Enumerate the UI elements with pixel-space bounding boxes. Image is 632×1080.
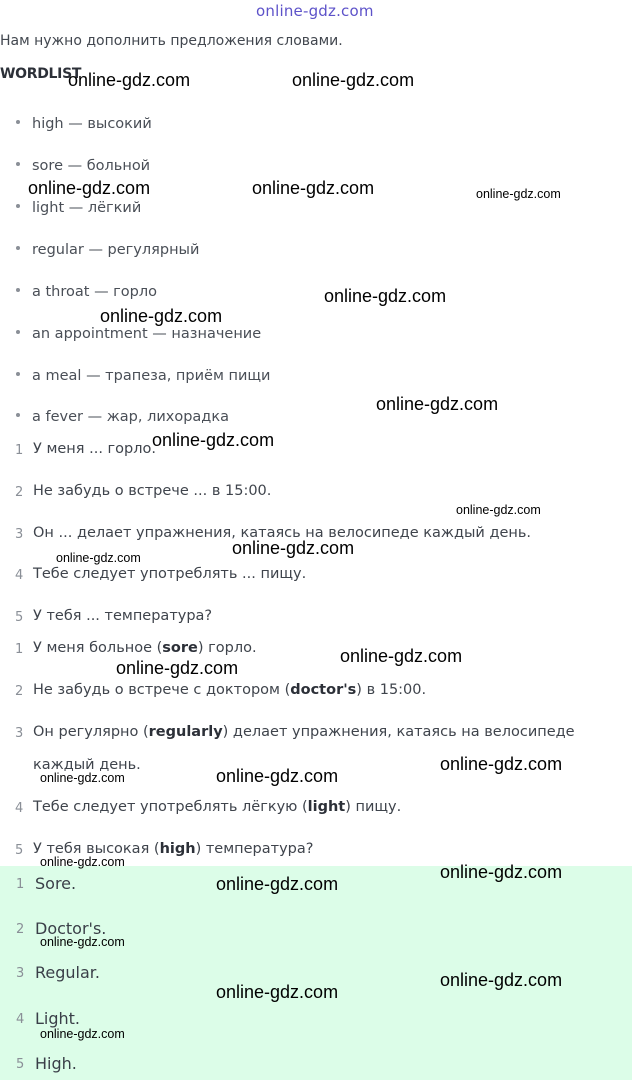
wordlist-item: a throat — горло [16, 284, 157, 300]
task-number: 3 [15, 527, 24, 542]
task-number: 5 [15, 610, 24, 625]
task-number: 1 [15, 443, 24, 458]
translation-sentence: У меня больное (sore) горло. [33, 640, 257, 656]
wordlist-item: an appointment — назначение [16, 326, 261, 342]
watermark: online-gdz.com [40, 1027, 125, 1041]
watermark: online-gdz.com [116, 658, 239, 678]
watermark: online-gdz.com [252, 178, 375, 198]
translation-number: 1 [15, 642, 24, 657]
wordlist-item: a meal — трапеза, приём пищи [16, 368, 271, 384]
wordlist-item: sore — больной [16, 158, 150, 174]
translation-number: 3 [15, 726, 24, 741]
translation-number: 2 [15, 684, 24, 699]
task-number: 4 [15, 568, 24, 583]
watermark: online-gdz.com [216, 982, 339, 1002]
watermark: online-gdz.com [376, 394, 499, 414]
answer-number: 4 [16, 1012, 25, 1027]
answer-item: Sore. [35, 874, 77, 893]
answer-item: High. [35, 1054, 77, 1073]
watermark: online-gdz.com [440, 862, 563, 882]
answer-item: Light. [35, 1009, 81, 1028]
translation-number: 5 [15, 843, 24, 858]
task-sentence: У меня ... горло. [33, 441, 156, 457]
answer-number: 1 [16, 877, 25, 892]
wordlist-title: WORDLIST [0, 66, 82, 82]
bullet-icon [16, 372, 20, 376]
translation-sentence: Не забудь о встрече с доктором (doctor's) в 15:00. [33, 682, 427, 698]
watermark: online-gdz.com [100, 306, 223, 326]
watermark: online-gdz.com [216, 874, 339, 894]
task-sentence: Тебе следует употреблять ... пищу. [33, 566, 307, 582]
wordlist-item: a fever — жар, лихорадка [16, 409, 229, 425]
watermark: online-gdz.com [232, 538, 355, 558]
translation-sentence: У тебя высокая (high) температура? [33, 841, 314, 857]
bullet-icon [16, 120, 20, 124]
bullet-icon [16, 288, 20, 292]
watermark: online-gdz.com [340, 646, 463, 666]
watermark: online-gdz.com [40, 771, 125, 785]
wordlist-item: light — лёгкий [16, 200, 141, 216]
task-sentence: У тебя ... температура? [33, 608, 213, 624]
watermark: online-gdz.com [292, 70, 415, 90]
answer-item: Regular. [35, 963, 100, 982]
watermark: online-gdz.com [40, 935, 125, 949]
wordlist-item: high — высокий [16, 116, 152, 132]
translation-number: 4 [15, 801, 24, 816]
bullet-icon [16, 162, 20, 166]
bullet-icon [16, 413, 20, 417]
bullet-icon [16, 246, 20, 250]
watermark: online-gdz.com [456, 503, 541, 517]
answer-number: 3 [16, 966, 25, 981]
answer-number: 2 [16, 922, 25, 937]
site-header[interactable]: online-gdz.com [256, 2, 374, 20]
watermark: online-gdz.com [152, 430, 275, 450]
translation-sentence: Он регулярно (regularly) делает упражнения, катаясь на велосипеде [33, 724, 575, 740]
watermark: online-gdz.com [324, 286, 447, 306]
task-sentence: Он ... делает упражнения, катаясь на велосипеде каждый день. [33, 525, 532, 541]
answer-item: Doctor's. [35, 919, 107, 938]
bullet-icon [16, 204, 20, 208]
task-sentence: Не забудь о встрече ... в 15:00. [33, 483, 272, 499]
watermark: online-gdz.com [216, 766, 339, 786]
watermark: online-gdz.com [28, 178, 151, 198]
translation-sentence: Тебе следует употреблять лёгкую (light) пищу. [33, 799, 402, 815]
watermark: online-gdz.com [68, 70, 191, 90]
task-number: 2 [15, 485, 24, 500]
intro-text: Нам нужно дополнить предложения словами. [0, 33, 343, 49]
translation-continuation: каждый день. [33, 757, 141, 773]
watermark: online-gdz.com [56, 551, 141, 565]
bullet-icon [16, 330, 20, 334]
watermark: online-gdz.com [476, 187, 561, 201]
answer-number: 5 [16, 1057, 25, 1072]
watermark: online-gdz.com [440, 754, 563, 774]
watermark: online-gdz.com [440, 970, 563, 990]
watermark: online-gdz.com [40, 855, 125, 869]
wordlist-item: regular — регулярный [16, 242, 199, 258]
